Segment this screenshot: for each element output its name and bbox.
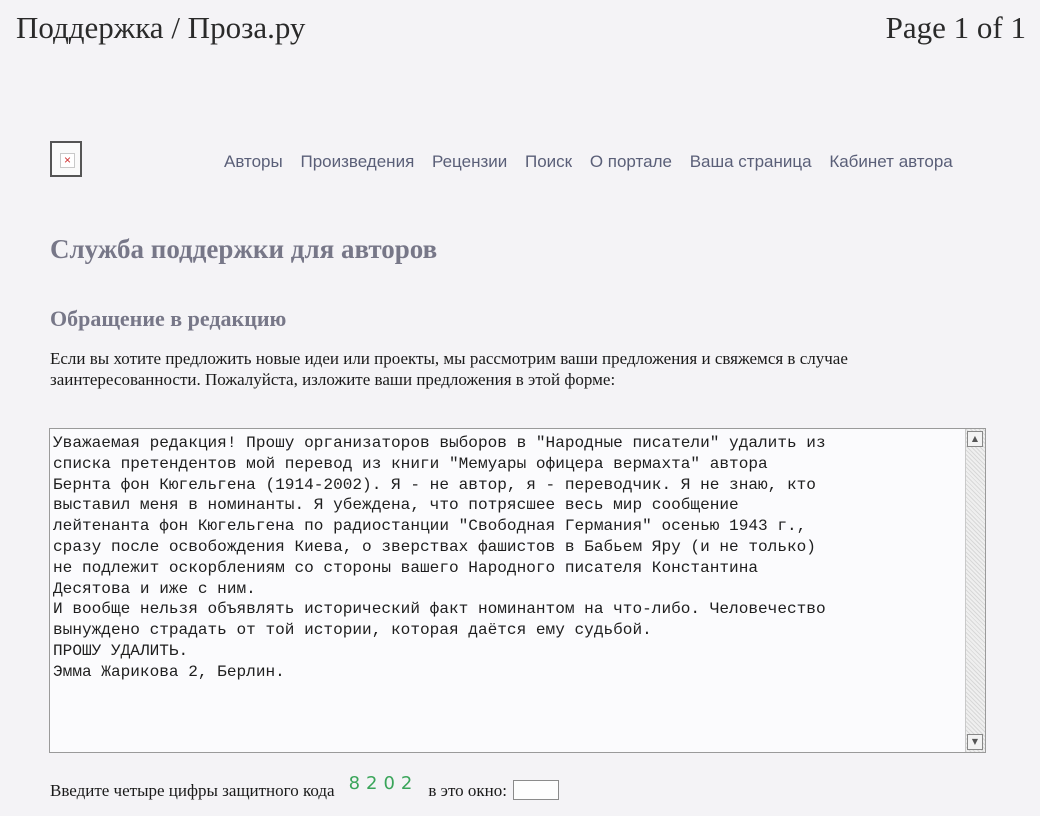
message-line: ПРОШУ УДАЛИТЬ. [53,641,189,660]
captcha-input[interactable] [513,780,559,800]
message-line: сразу после освобождения Киева, о зверствах фашистов в Бабьем Яру (и не только) [53,537,816,556]
broken-image-icon: × [60,153,75,168]
message-line: И вообще нельзя объявлять исторический факт номинантом на что-либо. Человечество [53,600,826,619]
nav-item-works[interactable]: Произведения [300,152,415,171]
textarea-scrollbar[interactable] [965,429,985,752]
nav-item-author-cabinet[interactable]: Кабинет автора [829,152,953,171]
captcha-row [50,773,559,801]
message-line: не подлежит оскорблениям со стороны вашего Народного писателя Константина [53,558,759,577]
scroll-up-arrow-icon[interactable]: ▲ [967,431,983,447]
message-line: лейтенанта фон Кюгельгена по радиостанции "Свободная Германия" осенью 1943 г., [53,517,807,536]
message-line: списка претендентов мой перевод из книги "Мемуары офицера вермахта" автора [53,454,768,473]
print-page-indicator: Page 1 of 1 [885,10,1026,45]
message-line: вынуждено страдать от той истории, которая даётся ему судьбой. [53,621,652,640]
page-title: Служба поддержки для авторов [50,234,438,264]
message-line: Уважаемая редакция! Прошу организаторов выборов в "Народные писатели" удалить из [53,434,826,452]
nav-item-reviews[interactable]: Рецензии [432,152,508,171]
scroll-down-arrow-icon[interactable]: ▼ [967,734,983,750]
nav-item-authors[interactable]: Авторы [224,152,283,171]
message-line: Бернта фон Кюгельгена (1914-2002). Я - не автор, я - переводчик. Я не знаю, кто [53,475,816,494]
print-header-title: Поддержка / Проза.ру [16,10,306,45]
captcha-label-after: в это окно: [428,781,507,800]
nav-item-about[interactable]: О портале [589,152,672,171]
message-line: Десятова и иже с ним. [53,579,256,598]
nav-item-search[interactable]: Поиск [524,152,573,171]
message-line: выставил меня в номинанты. Я убеждена, что потрясшее весь мир сообщение [53,496,739,515]
nav-item-your-page[interactable]: Ваша страница [689,152,812,171]
message-textarea[interactable] [49,428,986,753]
captcha-code-image: 8202 [348,773,419,794]
captcha-label: Введите четыре цифры защитного кода [50,781,335,800]
top-nav [224,152,953,172]
message-text[interactable] [53,433,953,683]
message-line: Эмма Жарикова 2, Берлин. [53,662,285,681]
logo[interactable] [50,141,82,177]
intro-text: Если вы хотите предложить новые идеи или проекты, мы рассмотрим ваши предложения и свяжемся в случае заинтересованности. Пожалуйста, изложите ваши предложения в этой форме: [50,349,848,389]
section-title: Обращение в редакцию [50,306,287,331]
